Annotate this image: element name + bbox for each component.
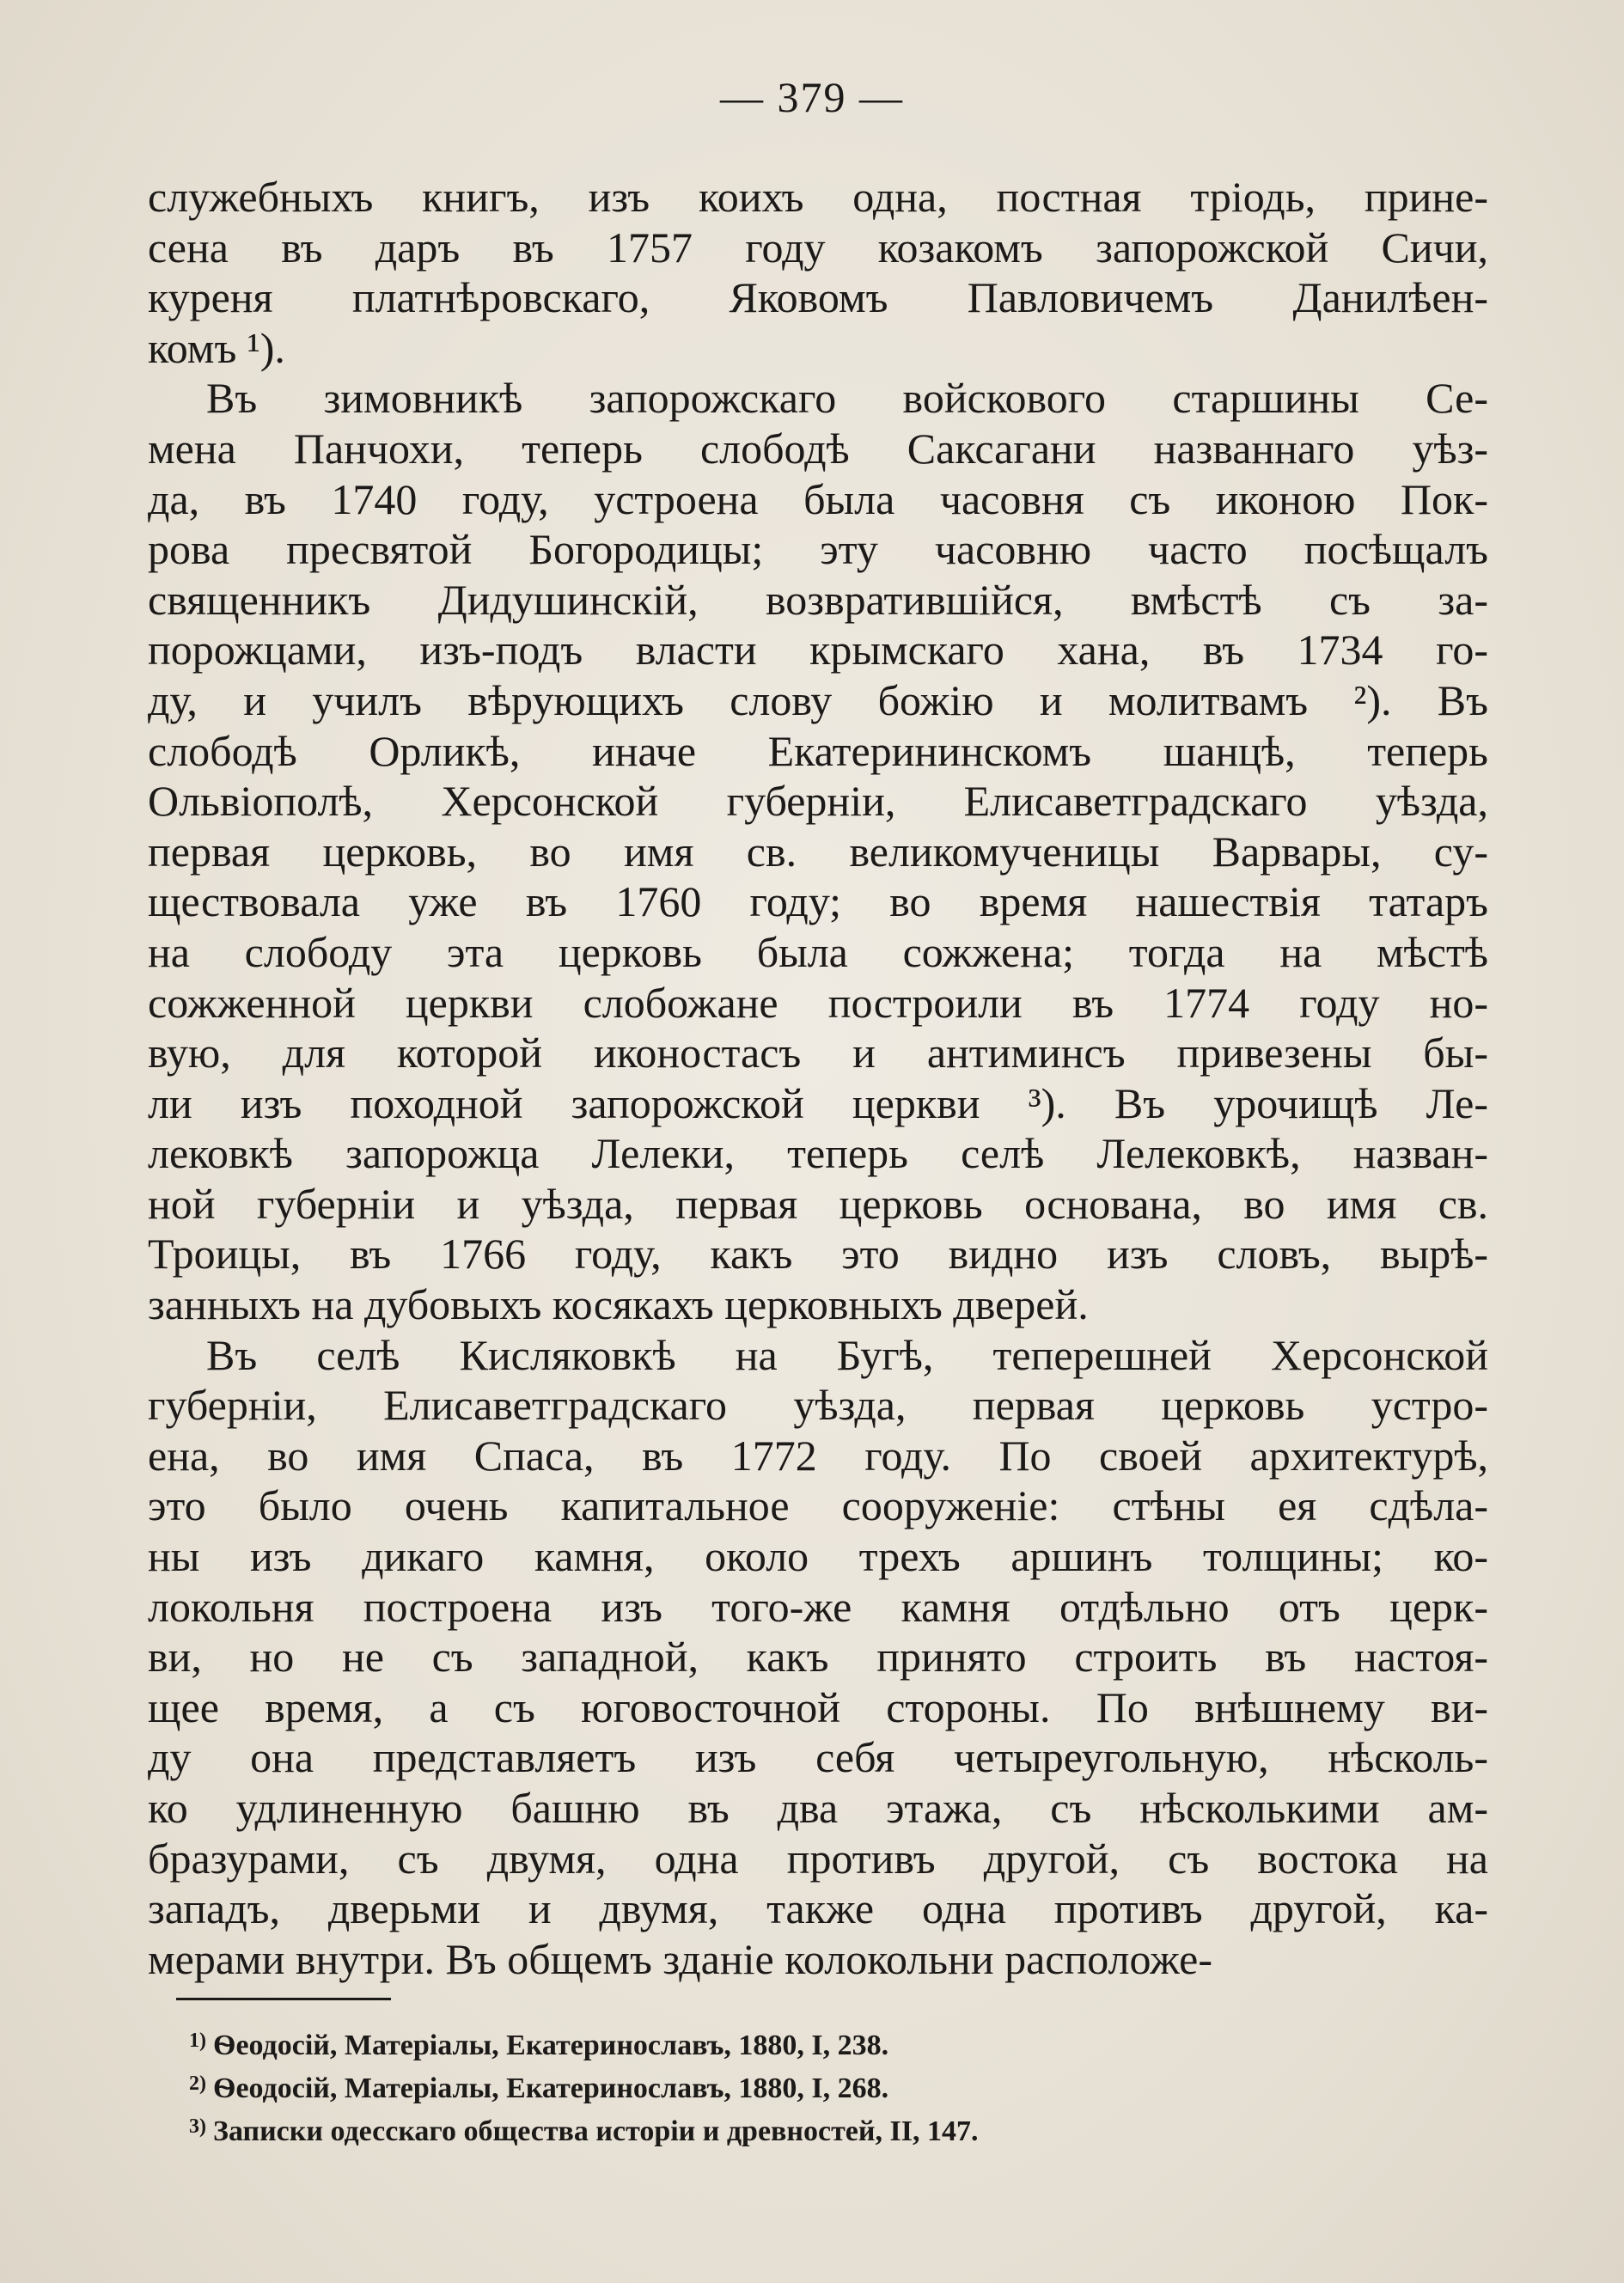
footnote (189, 2062, 1478, 2105)
text-line: первая церковь, во имя св. великомученицы Варвары, су- (148, 827, 1488, 876)
paragraph (148, 172, 1488, 373)
text-line: ду она представляетъ изъ себя четыреугольную, нѣсколь- (148, 1733, 1488, 1782)
text-line: ви, но не съ западной, какъ принято строить въ настоя- (148, 1633, 1488, 1682)
text-line: ена, во имя Спаса, въ 1772 году. По своей архитектурѣ, (148, 1431, 1488, 1480)
text-line: Въ зимовникѣ запорожскаго войскового старшины Се- (206, 374, 1488, 423)
footnote-mark: 1) (189, 2030, 206, 2052)
text-line: сена въ даръ въ 1757 году козакомъ запорожской Сичи, (148, 223, 1488, 272)
text-line: служебныхъ книгъ, изъ коихъ одна, постная тріодь, прине- (148, 173, 1488, 221)
text-line: западъ, дверьми и двумя, также одна противъ другой, ка- (148, 1884, 1488, 1933)
text-line: Въ селѣ Кисляковкѣ на Бугѣ, теперешней Херсонской (206, 1330, 1488, 1379)
main-text (148, 172, 1488, 1984)
text-line: вую, для которой иконостасъ и антиминсъ привезены бы- (148, 1029, 1488, 1077)
text-line: сожженной церкви слобожане построили въ 1774 году но- (148, 978, 1488, 1027)
text-line: Ольвіополѣ, Херсонской губерніи, Елисаветградскаго уѣзда, (148, 777, 1488, 826)
footnote (189, 2105, 1478, 2148)
text-line: ны изъ дикаго камня, около трехъ аршинъ толщины; ко- (148, 1532, 1488, 1581)
text-line: ко удлиненную башню въ два этажа, съ нѣсколькими ам- (148, 1784, 1488, 1832)
text-line: ществовала уже въ 1760 году; во время нашествія татаръ (148, 877, 1488, 926)
text-line: губерніи, Елисаветградскаго уѣзда, первая церковь устро- (148, 1381, 1488, 1430)
text-line: мерами внутри. Въ общемъ зданіе колокольни расположе- (148, 1934, 1212, 1983)
text-line: бразурами, съ двумя, одна противъ другой, съ востока на (148, 1834, 1488, 1883)
footnote-text: Ѳеодосій, Матеріалы, Екатеринославъ, 1880, I, 238. (213, 2030, 889, 2061)
text-line: локольня построена изъ того-же камня отдѣльно отъ церк- (148, 1582, 1488, 1631)
footnote-mark: 2) (189, 2072, 206, 2095)
footnote (189, 2019, 1478, 2062)
footnotes (189, 2019, 1478, 2148)
paragraph (148, 373, 1488, 1329)
text-line: лековкѣ запорожца Лелеки, теперь селѣ Лелековкѣ, назван- (148, 1129, 1488, 1178)
footnote-divider (176, 1998, 391, 2000)
text-line: ли изъ походной запорожской церкви ³). Въ урочищѣ Ле- (148, 1078, 1488, 1127)
text-line: занныхъ на дубовыхъ косякахъ церковныхъ дверей. (148, 1280, 1089, 1329)
text-line: слободѣ Орликѣ, иначе Екатерининскомъ шанцѣ, теперь (148, 726, 1488, 775)
text-line: ной губерніи и уѣзда, первая церковь основана, во имя св. (148, 1179, 1488, 1228)
text-line: это было очень капитальное сооруженіе: стѣны ея сдѣла- (148, 1481, 1488, 1530)
text-line: щее время, а съ юговосточной стороны. По внѣшнему ви- (148, 1682, 1488, 1731)
text-line: комъ ¹). (148, 323, 285, 372)
page-number: — 379 — (720, 73, 904, 121)
text-line: мена Панчохи, теперь слободѣ Саксагани названнаго уѣз- (148, 424, 1488, 473)
text-line: рова пресвятой Богородицы; эту часовню часто посѣщалъ (148, 525, 1488, 574)
text-line: Троицы, въ 1766 году, какъ это видно изъ словъ, вырѣ- (148, 1230, 1488, 1279)
text-line: ду, и училъ вѣрующихъ слову божію и молитвамъ ²). Въ (148, 675, 1488, 724)
paragraph (148, 1330, 1488, 1985)
footnote-text: Записки одесскаго общества исторіи и древностей, II, 147. (213, 2115, 979, 2147)
text-line: порожцами, изъ-подъ власти крымскаго хана, въ 1734 го- (148, 626, 1488, 675)
text-line: священникъ Дидушинскій, возвратившійся, вмѣстѣ съ за- (148, 575, 1488, 624)
footnote-mark: 3) (189, 2115, 206, 2138)
text-line: да, въ 1740 году, устроена была часовня съ иконою Пок- (148, 474, 1488, 523)
text-line: на слободу эта церковь была сожжена; тогда на мѣстѣ (148, 927, 1488, 976)
footnote-text: Ѳеодосій, Матеріалы, Екатеринославъ, 1880, I, 268. (213, 2072, 889, 2104)
text-line: куреня платнѣровскаго, Яковомъ Павловичемъ Данилѣен- (148, 273, 1488, 322)
